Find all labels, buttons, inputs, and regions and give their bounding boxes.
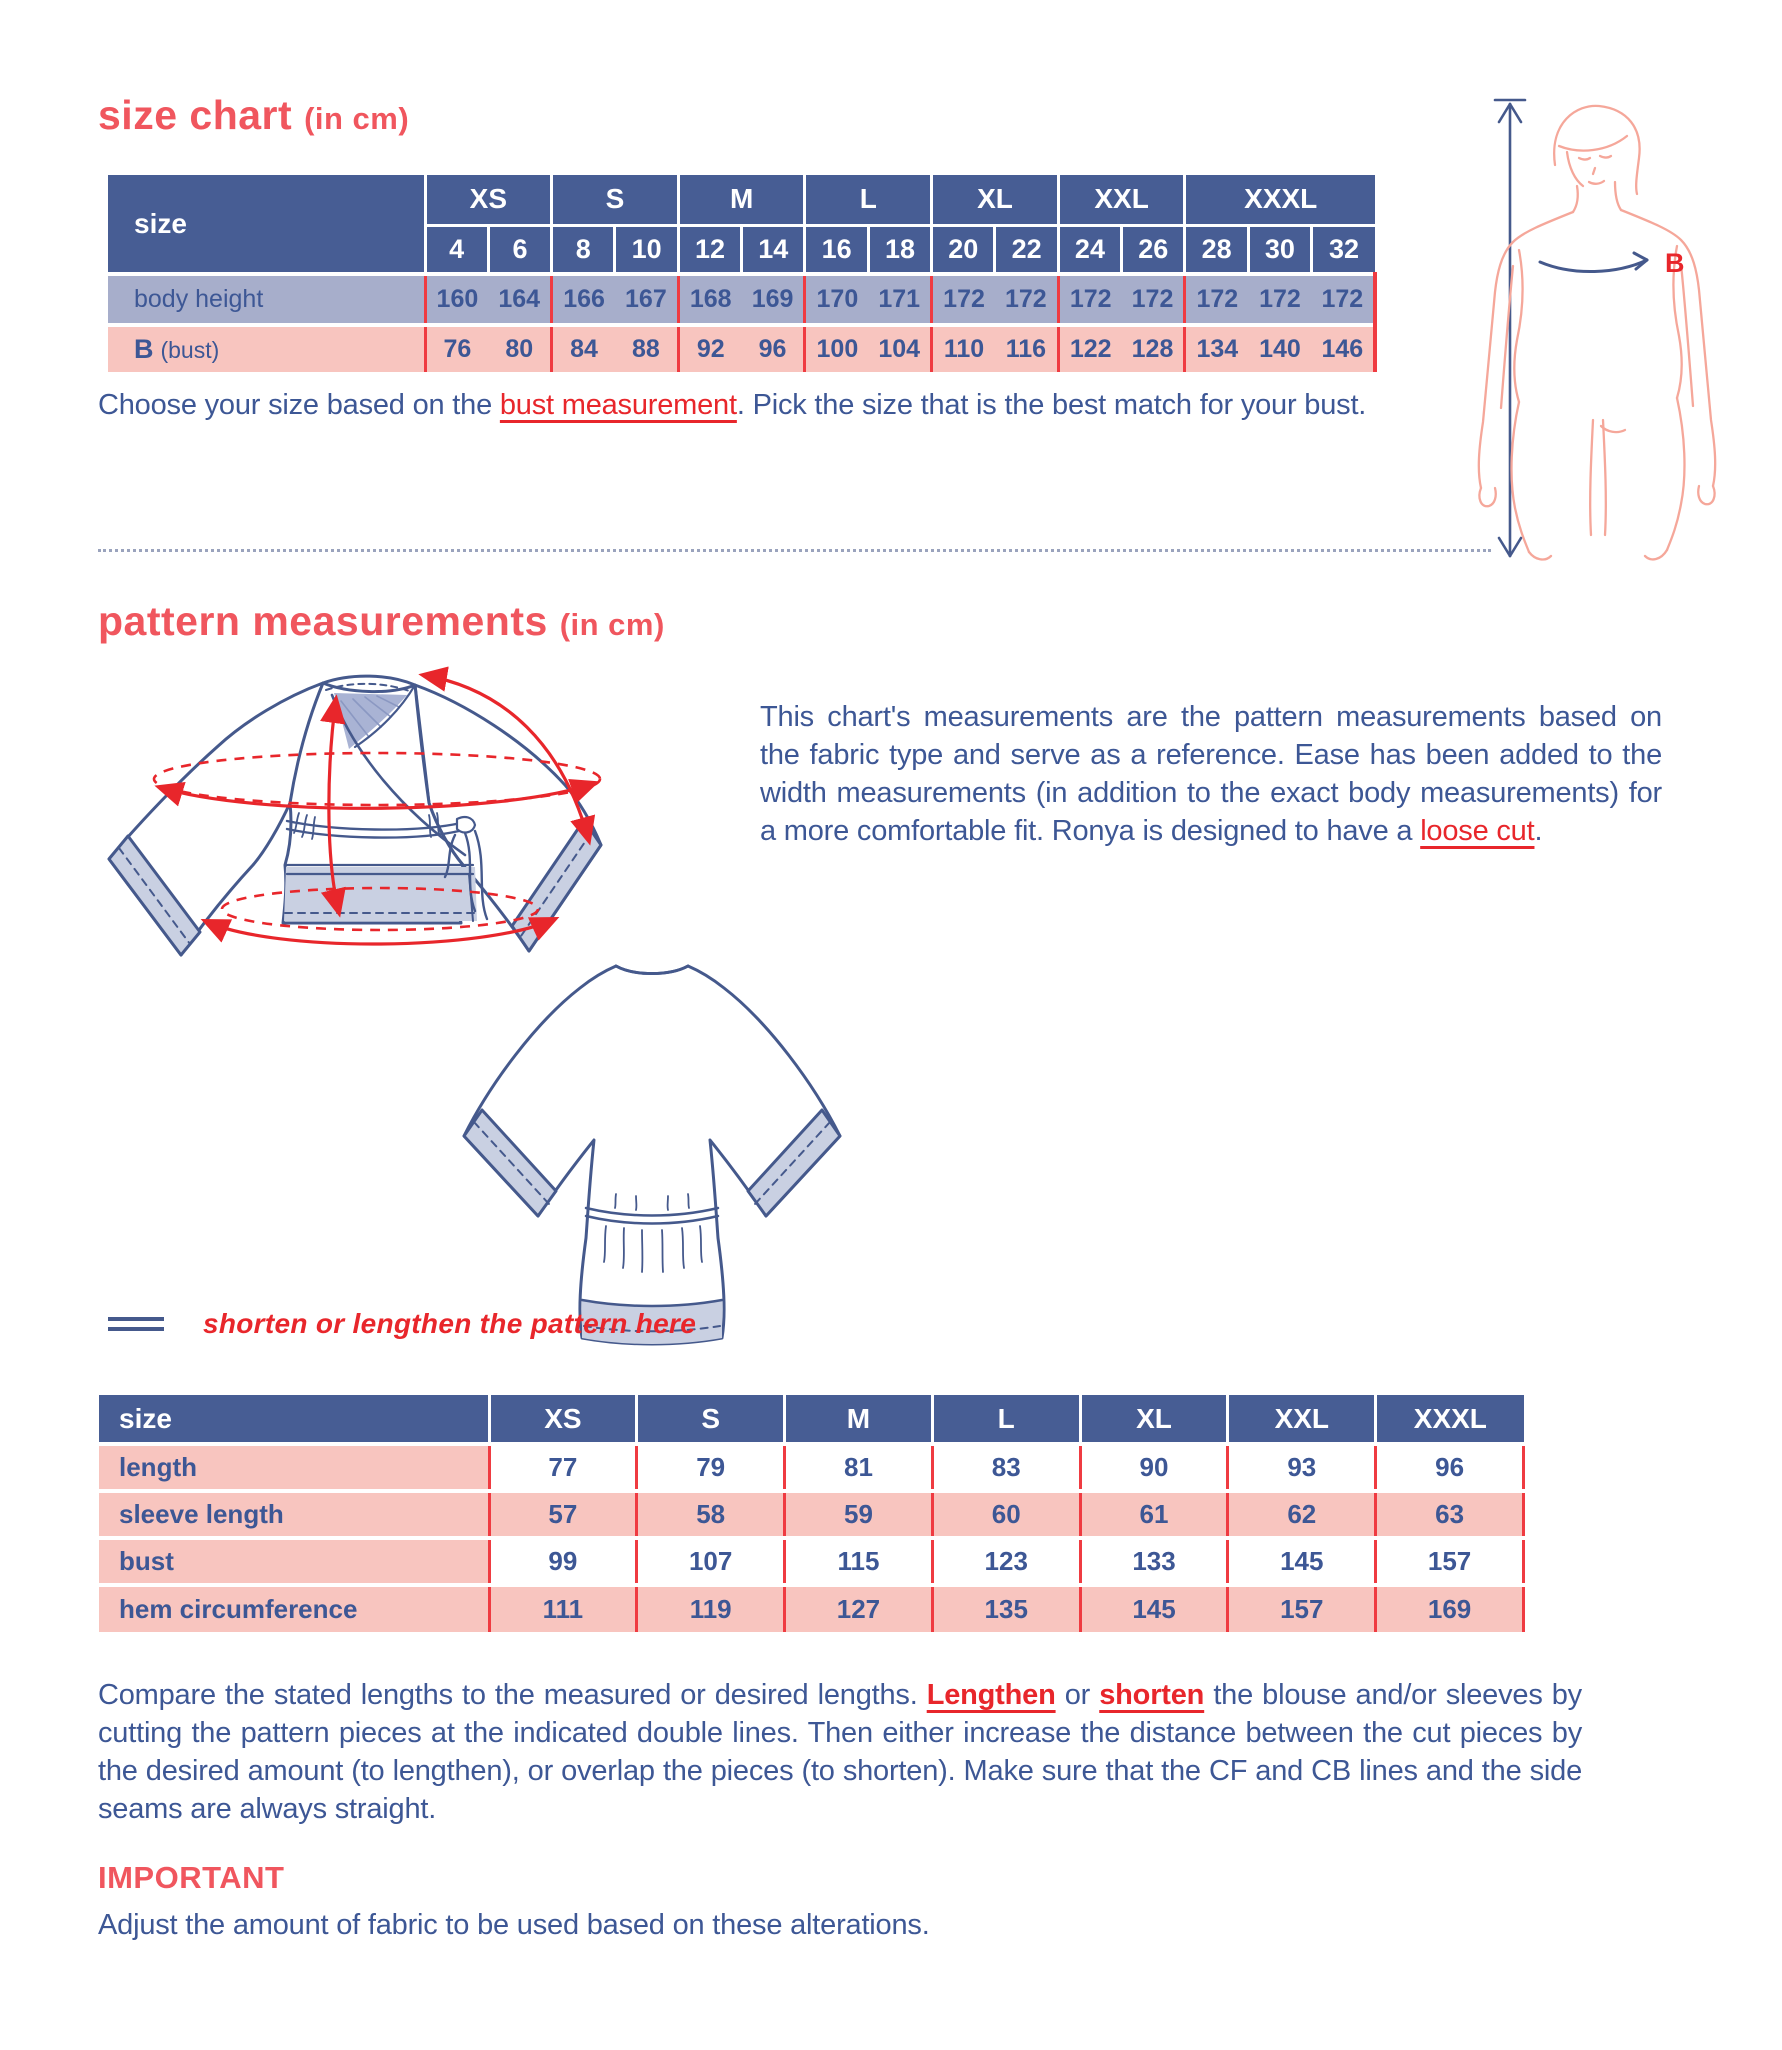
- choose-size-note-text-2: . Pick the size that is the best match for your bust.: [736, 389, 1367, 421]
- length-value: 81: [785, 1444, 933, 1491]
- size-group-header-row: [108, 175, 1375, 225]
- body-height-value: 166: [552, 274, 615, 325]
- numeric-size-header: 22: [995, 225, 1058, 274]
- bust-value: 104: [868, 325, 931, 372]
- garment-front-view: [109, 676, 601, 955]
- numeric-size-header: 6: [488, 225, 551, 274]
- numeric-size-header: 14: [742, 225, 805, 274]
- sleeve-length-row: [99, 1491, 1524, 1538]
- size-group-header: S: [552, 175, 679, 225]
- pattern-measurements-title-suffix: (in cm): [559, 607, 665, 642]
- body-height-value: 164: [488, 274, 551, 325]
- bust-letter-label: B: [1665, 248, 1685, 278]
- numeric-size-header: 18: [868, 225, 931, 274]
- choose-size-note: [98, 386, 1366, 424]
- bust-value: 128: [1122, 325, 1185, 372]
- numeric-size-header: 12: [678, 225, 741, 274]
- size-chart-table: [108, 175, 1377, 372]
- numeric-size-header: 8: [552, 225, 615, 274]
- hem-circumference-value: 111: [489, 1585, 637, 1632]
- bust-measure-value: 145: [1228, 1538, 1376, 1585]
- numeric-size-header: 20: [932, 225, 995, 274]
- bust-measure-value: 107: [637, 1538, 785, 1585]
- bust-measure-row-label: bust: [99, 1538, 489, 1585]
- size-chart-corner-header: size: [108, 175, 425, 274]
- numeric-size-header: 30: [1248, 225, 1311, 274]
- size-group-header: M: [678, 175, 805, 225]
- hem-circumference-value: 169: [1376, 1585, 1524, 1632]
- numeric-size-header: 24: [1058, 225, 1121, 274]
- pattern-paragraph-text: This chart's measurements are the pattern measurements based on the fabric type and serve as a reference. Ease has been added to the width measurements (in addition to the exact body measurements) for a more comfortable fit. Ronya is designed to have a: [760, 701, 1662, 847]
- body-height-value: 172: [1058, 274, 1121, 325]
- numeric-size-header: 4: [425, 225, 488, 274]
- size-group-header: XXXL: [1185, 175, 1375, 225]
- compare-paragraph-text-2: or: [1055, 1679, 1100, 1711]
- bust-value: 96: [742, 325, 805, 372]
- length-value: 79: [637, 1444, 785, 1491]
- body-height-value: 169: [742, 274, 805, 325]
- bust-value: 80: [488, 325, 551, 372]
- numeric-size-header: 26: [1122, 225, 1185, 274]
- bust-measure-value: 99: [489, 1538, 637, 1585]
- length-value: 77: [489, 1444, 637, 1491]
- pattern-paragraph-text-2: .: [1534, 815, 1543, 847]
- body-height-value: 168: [678, 274, 741, 325]
- bust-measure-value: 123: [932, 1538, 1080, 1585]
- sleeve-length-value: 62: [1228, 1491, 1376, 1538]
- woman-figure-illustration: [1479, 106, 1715, 560]
- pattern-size-header: S: [637, 1395, 785, 1444]
- height-measure-line: [1495, 100, 1525, 556]
- body-height-row-label: body height: [108, 274, 425, 325]
- length-row-label: length: [99, 1444, 489, 1491]
- shorten-link[interactable]: shorten: [1099, 1679, 1205, 1711]
- size-group-header: XS: [425, 175, 552, 225]
- pattern-size-header: XXXL: [1376, 1395, 1524, 1444]
- bust-row: [108, 325, 1375, 372]
- body-measurement-figure: [1455, 90, 1782, 570]
- bust-measure-row: [99, 1538, 1524, 1585]
- hem-circumference-value: 145: [1080, 1585, 1228, 1632]
- size-chart-title-suffix: (in cm): [304, 101, 410, 136]
- section-divider: [98, 549, 1491, 552]
- compare-paragraph-text: Compare the stated lengths to the measured or desired lengths.: [98, 1679, 927, 1711]
- bust-measure-line: [1540, 253, 1647, 272]
- body-height-value: 172: [1248, 274, 1311, 325]
- pattern-table-header-row: [99, 1395, 1524, 1444]
- hem-circumference-row: [99, 1585, 1524, 1632]
- pattern-measurements-paragraph: [760, 698, 1662, 850]
- size-group-header: XL: [932, 175, 1059, 225]
- pattern-measurements-title: [98, 598, 665, 645]
- sleeve-length-value: 59: [785, 1491, 933, 1538]
- pattern-size-header: XL: [1080, 1395, 1228, 1444]
- bust-value: 100: [805, 325, 868, 372]
- important-note: Adjust the amount of fabric to be used based on these alterations.: [98, 1909, 930, 1941]
- body-height-row: [108, 274, 1375, 325]
- bust-row-label: [108, 325, 425, 372]
- hem-circumference-row-label: hem circumference: [99, 1585, 489, 1632]
- hem-circumference-value: 127: [785, 1585, 933, 1632]
- pattern-size-header: XS: [489, 1395, 637, 1444]
- pattern-table-corner-header: size: [99, 1395, 489, 1444]
- pattern-size-header: L: [932, 1395, 1080, 1444]
- numeric-size-header: 10: [615, 225, 678, 274]
- bust-value: 116: [995, 325, 1058, 372]
- length-value: 83: [932, 1444, 1080, 1491]
- length-value: 90: [1080, 1444, 1228, 1491]
- length-value: 96: [1376, 1444, 1524, 1491]
- body-height-value: 170: [805, 274, 868, 325]
- sleeve-length-value: 58: [637, 1491, 785, 1538]
- important-heading: IMPORTANT: [98, 1860, 285, 1895]
- compare-paragraph-text-3: the blouse and/or sleeves by cutting the pattern pieces at the indicated double lines. Then either increase the distance between the cut pieces by the desired amount (to lengthen), or overlap the pieces (to shorten). Make sure that the CF and CB lines and the side seams are always straight.: [98, 1679, 1582, 1825]
- pattern-size-header: M: [785, 1395, 933, 1444]
- bust-measurement-link[interactable]: bust measurement: [499, 389, 737, 421]
- numeric-size-header: 28: [1185, 225, 1248, 274]
- bust-value: 76: [425, 325, 488, 372]
- pattern-size-header: XXL: [1228, 1395, 1376, 1444]
- numeric-size-header: 32: [1312, 225, 1375, 274]
- sleeve-length-value: 57: [489, 1491, 637, 1538]
- loose-cut-link[interactable]: loose cut: [1420, 815, 1535, 847]
- bust-label-letter: B: [134, 334, 154, 364]
- compare-lengths-paragraph: [98, 1676, 1582, 1828]
- bust-measure-value: 115: [785, 1538, 933, 1585]
- body-height-value: 172: [1185, 274, 1248, 325]
- body-height-value: 172: [1122, 274, 1185, 325]
- sleeve-length-row-label: sleeve length: [99, 1491, 489, 1538]
- sleeve-length-value: 61: [1080, 1491, 1228, 1538]
- bust-value: 146: [1312, 325, 1375, 372]
- size-chart-title: [98, 92, 409, 139]
- bust-value: 88: [615, 325, 678, 372]
- bust-value: 140: [1248, 325, 1311, 372]
- bust-value: 92: [678, 325, 741, 372]
- size-group-header: L: [805, 175, 932, 225]
- bust-value: 134: [1185, 325, 1248, 372]
- numeric-size-header: 16: [805, 225, 868, 274]
- choose-size-note-text: Choose your size based on the: [98, 389, 500, 421]
- hem-circumference-value: 135: [932, 1585, 1080, 1632]
- garment-back-view: [464, 966, 840, 1344]
- pattern-measurements-table: [99, 1395, 1525, 1632]
- bust-measure-value: 133: [1080, 1538, 1228, 1585]
- shorten-lengthen-legend: shorten or lengthen the pattern here: [203, 1308, 697, 1339]
- body-height-value: 167: [615, 274, 678, 325]
- bust-value: 110: [932, 325, 995, 372]
- hem-circumference-value: 119: [637, 1585, 785, 1632]
- length-value: 93: [1228, 1444, 1376, 1491]
- bust-value: 122: [1058, 325, 1121, 372]
- bust-value: 84: [552, 325, 615, 372]
- body-height-value: 171: [868, 274, 931, 325]
- sleeve-length-value: 60: [932, 1491, 1080, 1538]
- body-height-value: 160: [425, 274, 488, 325]
- size-group-header: XXL: [1058, 175, 1185, 225]
- body-height-value: 172: [932, 274, 995, 325]
- length-row: [99, 1444, 1524, 1491]
- sleeve-length-value: 63: [1376, 1491, 1524, 1538]
- double-line-legend-symbol: [108, 1317, 164, 1337]
- pattern-measurements-title-text: pattern measurements: [98, 598, 548, 644]
- bust-measure-value: 157: [1376, 1538, 1524, 1585]
- bust-label-word: (bust): [160, 337, 220, 363]
- hem-circumference-value: 157: [1228, 1585, 1376, 1632]
- body-height-value: 172: [995, 274, 1058, 325]
- body-height-value: 172: [1312, 274, 1375, 325]
- size-chart-title-text: size chart: [98, 92, 293, 138]
- lengthen-link[interactable]: Lengthen: [926, 1679, 1056, 1711]
